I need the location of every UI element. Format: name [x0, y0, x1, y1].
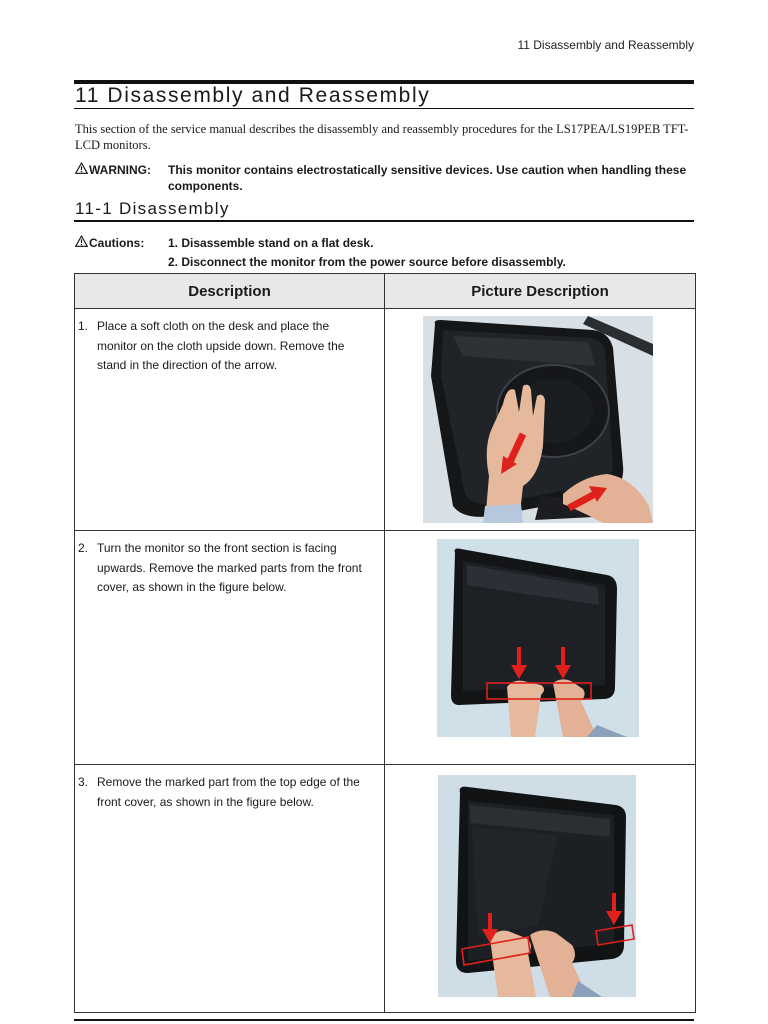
- warning-label: WARNING:: [89, 163, 151, 177]
- table-row: [75, 531, 696, 765]
- photo-front-cover-top-edge: [438, 775, 636, 997]
- caution-triangle-icon: [75, 234, 89, 253]
- procedure-table: [74, 273, 696, 1013]
- warning-text: This monitor contains electrostatically sensitive devices. Use caution when handling these components.: [168, 163, 687, 193]
- section-title-underline: [74, 220, 694, 222]
- cautions-label: Cautions:: [89, 236, 145, 250]
- step-number: 2.: [78, 541, 89, 555]
- column-header-picture: Picture Description: [385, 274, 696, 309]
- chapter-title: 11 Disassembly and Reassembly: [75, 84, 431, 107]
- caution-item: 1. Disassemble stand on a flat desk.: [168, 236, 374, 250]
- cautions-notice: [75, 234, 695, 272]
- footer-rule: [74, 1019, 694, 1021]
- chapter-title-underline: [74, 108, 694, 109]
- photo-front-cover-bottom: [437, 539, 639, 737]
- photo-remove-stand: [423, 316, 653, 523]
- table-row: [75, 765, 696, 1013]
- column-header-description: Description: [75, 274, 385, 309]
- step-number: 3.: [78, 775, 89, 789]
- caution-item: 2. Disconnect the monitor from the power source before disassembly.: [168, 255, 566, 269]
- step-number: 1.: [78, 319, 89, 333]
- step-text: Remove the marked part from the top edge of the front cover, as shown in the figure below.: [97, 775, 360, 809]
- section-title: 11-1 Disassembly: [75, 199, 230, 218]
- intro-paragraph: This section of the service manual describes the disassembly and reassembly procedures for the LS17PEA/LS19PEB TFT-LCD monitors.: [75, 122, 689, 152]
- warning-notice: [75, 162, 695, 194]
- warning-triangle-icon: [75, 162, 89, 178]
- table-row: [75, 309, 696, 531]
- step-text: Turn the monitor so the front section is facing upwards. Remove the marked parts from the front cover, as shown in the figure below.: [97, 541, 362, 594]
- running-header: 11 Disassembly and Reassembly: [517, 38, 694, 52]
- step-text: Place a soft cloth on the desk and place the monitor on the cloth upside down. Remove the stand in the direction of the arrow.: [97, 319, 345, 372]
